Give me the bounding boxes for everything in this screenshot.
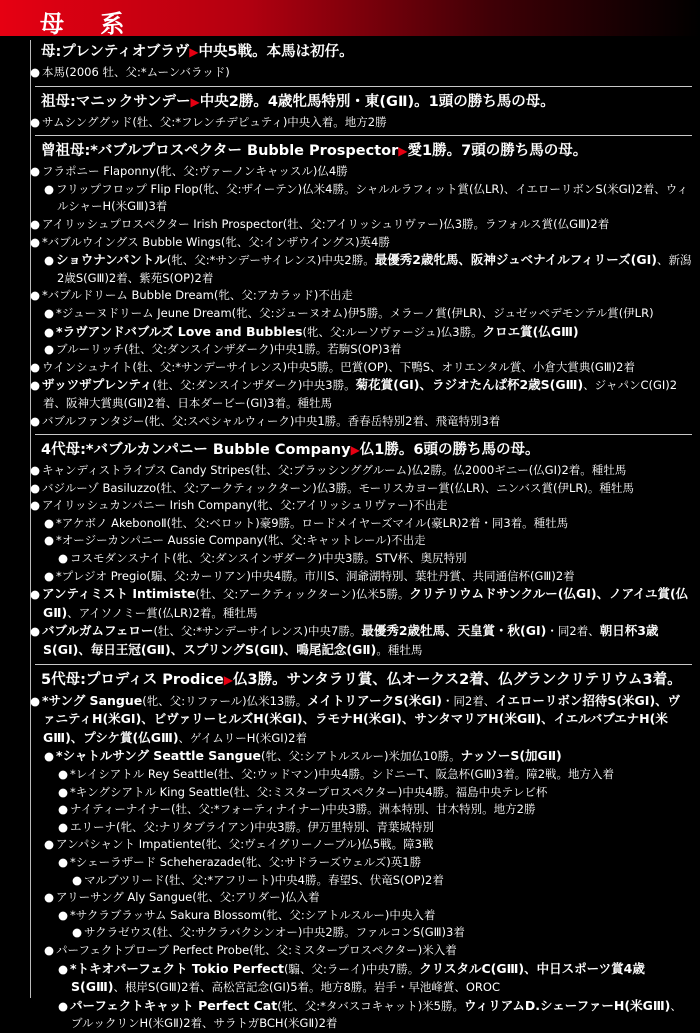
descendant-entry <box>35 515 692 533</box>
entry-text: エリーナ(牝、父:ナリタブライアン)中央3勝。伊万里特別、青葉城特別 <box>70 819 435 834</box>
highlighted-text: *サング Sangue <box>42 692 143 708</box>
entry-text: ウインシュナイト(牡、父:*サンデーサイレンス)中央5勝。巴賞(OP)、下鴨S、オリエンタル賞、小倉大賞典(GⅢ)2着 <box>42 359 635 374</box>
entry-text: (騸、父:ラーイ)中央7勝。 <box>284 961 420 976</box>
entry-text: (牝、父:*サンデーサイレンス)中央2勝。 <box>166 253 375 268</box>
highlighted-text: クロエ賞(仏GⅢ) <box>482 323 579 339</box>
generation-heading <box>35 40 692 64</box>
entry-text: サクラゼウス(牡、父:サクラバクシンオー)中央2勝。ファルコンS(GⅢ)3着 <box>84 925 465 940</box>
highlighted-text: バブルガムフェロー <box>42 623 154 639</box>
highlighted-text: ザッツザプレンティ <box>42 377 153 393</box>
entry-text: マルブツリード(牡、父:*アフリート)中央4勝。春望S、伏竜S(OP)2着 <box>84 872 444 887</box>
generation-record: 中央5戦。本馬は初仔。 <box>198 44 354 60</box>
entry-text: フリップフロップ Flip Flop(牝、父:ザイーテン)仏米4勝。シャルルラフィット賞(仏LR)、イエローリボンS(米GI)2着、ウィルシャーH(米GⅢ)3着 <box>56 181 689 214</box>
descendant-entry <box>35 323 692 342</box>
arrow-right-icon: ▶ <box>398 144 408 159</box>
entry-text: *ジューヌドリーム Jeune Dream(牝、父:ジューヌオム)伊5勝。メラーノ賞(伊LR)、ジュゼッペデモンテル賞(伊LR) <box>56 305 654 320</box>
entry-text: キャンディストライプス Candy Stripes(牡、父:ブラッシンググルーム)仏2勝。仏2000ギニー(仏GI)2着。種牡馬 <box>42 463 627 478</box>
entry-text: ・同2着、 <box>441 693 496 708</box>
entry-text: アリーサング Aly Sangue(牝、父:アリダー)仏入着 <box>56 890 320 905</box>
highlighted-text: メイトリアークS(米GI) <box>307 692 442 708</box>
descendant-entry <box>35 924 692 942</box>
highlighted-text: *シャトルサング Seattle Sangue <box>56 748 261 764</box>
entry-text: (牝、父:リファール)仏米13勝。 <box>142 693 308 708</box>
entry-text: 、アイソノミー賞(仏LR)2着。種牡馬 <box>67 605 258 620</box>
entry-text: *バブルウイングス Bubble Wings(牝、父:インザウイングス)英4勝 <box>42 234 390 249</box>
descendant-entry <box>35 692 692 748</box>
descendant-entry <box>35 942 692 960</box>
descendant-entry <box>35 960 692 997</box>
title-bar <box>0 0 700 36</box>
highlighted-text: ウィリアムD.シェーファーH(米GⅢ) <box>464 997 671 1013</box>
generation-mare-name: 4代母:*バブルカンパニー Bubble Company <box>41 442 351 459</box>
generation-mare-name: 祖母:マニックサンデー <box>41 93 191 110</box>
highlighted-text: 朝日杯3歳S(GI)、毎日王冠(GⅡ)、スプリングS(GⅡ)、鳴尾記念(GⅡ) <box>43 623 659 658</box>
entry-text: 、ゲイムリーH(米GI)2着 <box>178 730 307 745</box>
entry-text: ・同2着、 <box>546 624 600 639</box>
highlighted-text: クリスタルC(GⅢ)、中日スポーツ賞4歳S(GⅢ) <box>71 960 645 995</box>
entry-text: アイリッシュプロスペクター Irish Prospector(牡、父:アイリッシュリヴァー)仏3勝。ラフォルス賞(仏GⅢ)2着 <box>42 216 610 231</box>
generation-mare-name: 母:プレンティオブラヴ <box>41 44 190 60</box>
highlighted-text: パーフェクトキャット Perfect Cat <box>70 997 278 1013</box>
entry-text: 本馬(2006 牡、父:*ムーンバラッド) <box>42 65 230 79</box>
descendant-entry <box>35 376 692 412</box>
generation-record: 中央2勝。4歳牝馬特別・東(GⅡ)。1頭の勝ち馬の母。 <box>199 93 555 110</box>
generation-record: 愛1勝。7頭の勝ち馬の母。 <box>407 143 588 160</box>
highlighted-text: イエローリボン招待S(米GI)、ヴァニティH(米GI)、ビヴァリーヒルズH(米GI)、ラモナH(米GI)、サンタマリアH(米GⅡ)、イエルバブエナH(米GⅢ)、プシケ賞(仏GⅢ) <box>43 692 681 745</box>
entry-text: ナイティーナイナー(牡、父:*フォーティナイナー)中央3勝。洲本特別、甘木特別。地方2勝 <box>70 802 536 817</box>
entry-text: 、新潟2歳S(GⅢ)2着、紫苑S(OP)2着 <box>57 253 692 285</box>
entry-text: パーフェクトプローブ Perfect Probe(牝、父:ミスタープロスペクター)米入着 <box>56 942 457 957</box>
descendant-entry <box>35 497 692 515</box>
entry-text: *シェーラザード Scheherazade(牝、父:サドラーズウェルズ)英1勝 <box>70 854 422 869</box>
descendant-entry <box>35 997 692 1033</box>
descendant-entry <box>35 163 692 181</box>
arrow-right-icon: ▶ <box>190 94 200 109</box>
highlighted-text: 最優秀2歳牝馬、阪神ジュベナイルフィリーズ(GI) <box>374 252 658 268</box>
entry-text: *サクラブラッサム Sakura Blossom(牝、父:シアトルスルー)中央入着 <box>70 907 436 922</box>
entry-text: (牝、父:*タバスコキャット)米5勝。 <box>277 998 465 1013</box>
generation-heading <box>35 434 692 462</box>
descendant-entry <box>35 287 692 305</box>
entry-text: ブルーリッチ(牡、父:ダンスインザダーク)中央1勝。若駒S(OP)3着 <box>56 342 402 357</box>
entry-text: *オージーカンパニー Aussie Company(牝、父:キャットレール)不出走 <box>56 533 426 548</box>
descendant-entry <box>35 784 692 802</box>
entry-text: 、ブルックリンH(米GⅡ)2着、サラトガBCH(米GⅡ)2着 <box>71 998 682 1031</box>
descendant-entry <box>35 766 692 784</box>
entry-text: コスモダンスナイト(牝、父:ダンスインザダーク)中央3勝。STV杯、奥尻特別 <box>70 551 467 566</box>
entry-text: 。種牡馬 <box>376 643 423 658</box>
highlighted-text: ナッソーS(加GⅡ) <box>460 748 562 764</box>
generation-heading <box>35 135 692 163</box>
highlighted-text: クリテリウムドサンクルー(仏GI)、ノアイユ賞(仏GⅡ) <box>43 586 689 620</box>
entry-text: *キングシアトル King Seattle(牡、父:ミスタープロスペクター)中央4勝。福島中央テレビ杯 <box>70 784 548 799</box>
descendant-entry <box>35 341 692 359</box>
generation-heading <box>35 664 692 692</box>
descendant-entry <box>35 114 692 132</box>
entry-text: (牝、父:シアトルスルー)米加仏10勝。 <box>260 749 461 764</box>
descendant-entry <box>35 413 692 431</box>
descendant-entry <box>35 854 692 872</box>
entry-text: *プレジオ Pregio(騸、父:カーリアン)中央4勝。市川S、洞爺湖特別、葉牡丹賞、共同通信杯(GⅢ)2着 <box>56 568 575 583</box>
entry-text: *アケボノ AkebonoⅡ(牡、父:ベロット)豪9勝。ロードメイヤーズマイル(豪LR)2着・同3着。種牡馬 <box>56 515 569 530</box>
highlighted-text: 最優秀2歳牡馬、天皇賞・秋(GI) <box>361 623 547 639</box>
descendant-entry <box>35 251 692 287</box>
entry-text: アイリッシュカンパニー Irish Company(牝、父:アイリッシュリヴァー)不出走 <box>42 498 448 513</box>
entry-text: (牡、父:アークティックターン)仏米5勝。 <box>195 587 410 602</box>
entry-text: フラポニー Flaponny(牝、父:ヴァーノンキャッスル)仏4勝 <box>42 164 348 179</box>
highlighted-text: アンティミスト Intimiste <box>42 586 196 602</box>
descendant-entry <box>35 359 692 377</box>
descendant-entry <box>35 819 692 837</box>
descendant-entry <box>35 585 692 622</box>
dam-line-content <box>30 40 692 1031</box>
entry-text: 、根岸S(GⅢ)2着、高松宮記念(GI)5着。地方8勝。岩手・早池峰賞、OROC <box>113 980 500 995</box>
descendant-entry <box>35 622 692 659</box>
entry-text: アンパシャント Impatiente(牝、父:ヴェイグリーノーブル)仏5戦。障3戦 <box>56 837 434 852</box>
generation-mare-name: 5代母:プロディス Prodice <box>41 671 224 688</box>
entry-text: *バブルドリーム Bubble Dream(牝、父:アカラッド)不出走 <box>42 288 353 303</box>
descendant-entry <box>35 532 692 550</box>
descendant-entry <box>35 907 692 925</box>
highlighted-text: *トキオパーフェクト Tokio Perfect <box>70 960 285 976</box>
arrow-right-icon: ▶ <box>223 672 234 687</box>
entry-text: バジルーゾ Basiluzzo(牡、父:アークティックターン)仏3勝。モーリスカヨー賞(仏LR)、ニンバス賞(伊LR)。種牡馬 <box>42 480 634 495</box>
entry-text: *レイシアトル Rey Seattle(牡、父:ウッドマン)中央4勝。シドニーT、阪急杯(GⅢ)3着。障2戦。地方入着 <box>70 767 615 781</box>
arrow-right-icon: ▶ <box>189 45 199 59</box>
page-title: 母 系 <box>40 10 139 38</box>
descendant-entry <box>35 889 692 907</box>
descendant-entry <box>35 747 692 766</box>
entry-text: サムシンググッド(牡、父:*フレンチデピュティ)中央入着。地方2勝 <box>42 114 387 129</box>
entry-text: (牡、父:ダンスインザダーク)中央3勝。 <box>152 378 356 393</box>
descendant-entry <box>35 550 692 568</box>
descendant-entry <box>35 836 692 854</box>
highlighted-text: ショウナンパントル <box>56 252 167 268</box>
descendant-entry <box>35 480 692 498</box>
descendant-entry <box>35 801 692 819</box>
descendant-entry <box>35 234 692 252</box>
descendant-entry <box>35 181 692 216</box>
arrow-right-icon: ▶ <box>350 443 360 458</box>
generation-record: 仏3勝。サンタラリ賞、仏オークス2着、仏グランクリテリウム3着。 <box>233 671 682 688</box>
descendant-entry <box>35 872 692 890</box>
descendant-entry <box>35 64 692 82</box>
highlighted-text: 菊花賞(GI)、ラジオたんぱ杯2歳S(GⅢ) <box>355 377 584 393</box>
entry-text: (牡、父:*サンデーサイレンス)中央7勝。 <box>153 624 362 639</box>
entry-text: (牝、父:ルーソヴァージュ)仏3勝。 <box>302 324 483 339</box>
entry-text: 、ジャパンC(GI)2着、阪神大賞典(GⅡ)2着、日本ダービー(GI)3着。種牡馬 <box>43 378 678 410</box>
generation-heading <box>35 86 692 114</box>
descendant-entry <box>35 462 692 480</box>
generation-mare-name: 曾祖母:*バブルプロスペクター Bubble Prospector <box>41 143 399 160</box>
descendant-entry <box>35 568 692 586</box>
highlighted-text: *ラヴアンドバブルズ Love and Bubbles <box>56 323 303 339</box>
entry-text: バブルファンタジー(牝、父:スペシャルウィーク)中央1勝。香春岳特別2着、飛竜特別3着 <box>42 413 501 428</box>
generation-record: 仏1勝。6頭の勝ち馬の母。 <box>359 442 540 459</box>
descendant-entry <box>35 305 692 323</box>
descendant-entry <box>35 216 692 234</box>
